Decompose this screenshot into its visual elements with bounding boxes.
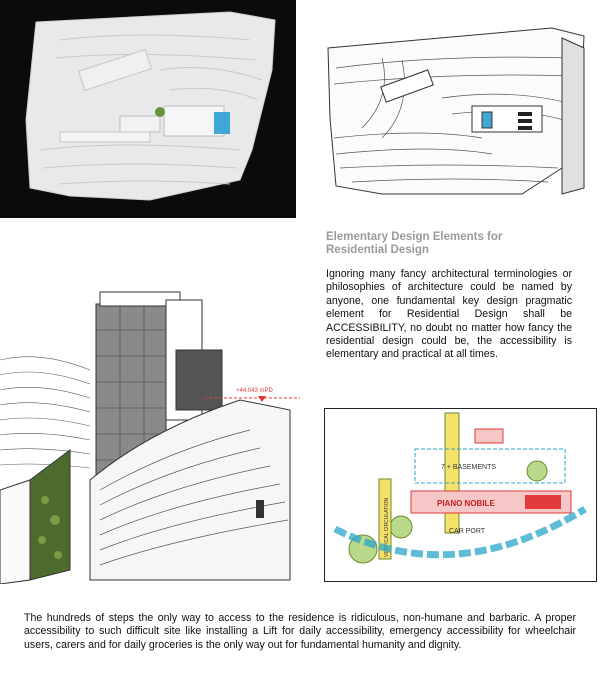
building-perspective-illustration — [0, 280, 300, 584]
heading-line-2: Residential Design — [326, 244, 429, 256]
bottom-paragraph: The hundreds of steps the only way to access to the residence is ridiculous, non-humane and barbaric. A proper accessibility to such difficult site like installing a Lift for daily accessibility, emergency accessibility for wheelchair users, carers and for daily groceries is the only way out for fundamental humanity and dignity. — [24, 612, 576, 651]
circulation-diagram-illustration — [325, 409, 596, 581]
floors-label: 7 + BASEMENTS — [441, 464, 497, 471]
site-model-photo — [0, 0, 296, 218]
site-contour-illustration — [322, 18, 588, 202]
piano-nobile-label: PIANO NOBILE — [437, 499, 495, 508]
vertical-circulation-label: VERTICAL CIRCULATION — [384, 497, 390, 557]
heading-line-1: Elementary Design Elements for — [326, 231, 503, 243]
site-line-drawing — [322, 18, 588, 202]
site-model-illustration — [0, 0, 296, 218]
level-label: +44.043 mPD — [236, 388, 273, 394]
section-heading — [326, 231, 576, 257]
perspective-render — [0, 280, 300, 584]
accessibility-diagram — [324, 408, 597, 582]
car-port-label: CAR PORT — [449, 528, 486, 535]
intro-paragraph: Ignoring many fancy architectural terminologies or philosophies of architecture could be named by anyone, one fundamental key design pragmatic element for Residential Design shall be ACCESSIBILITY, no doubt no matter how fancy the residential design could be, the accessibility is elementary and practical at all times. — [326, 268, 572, 361]
